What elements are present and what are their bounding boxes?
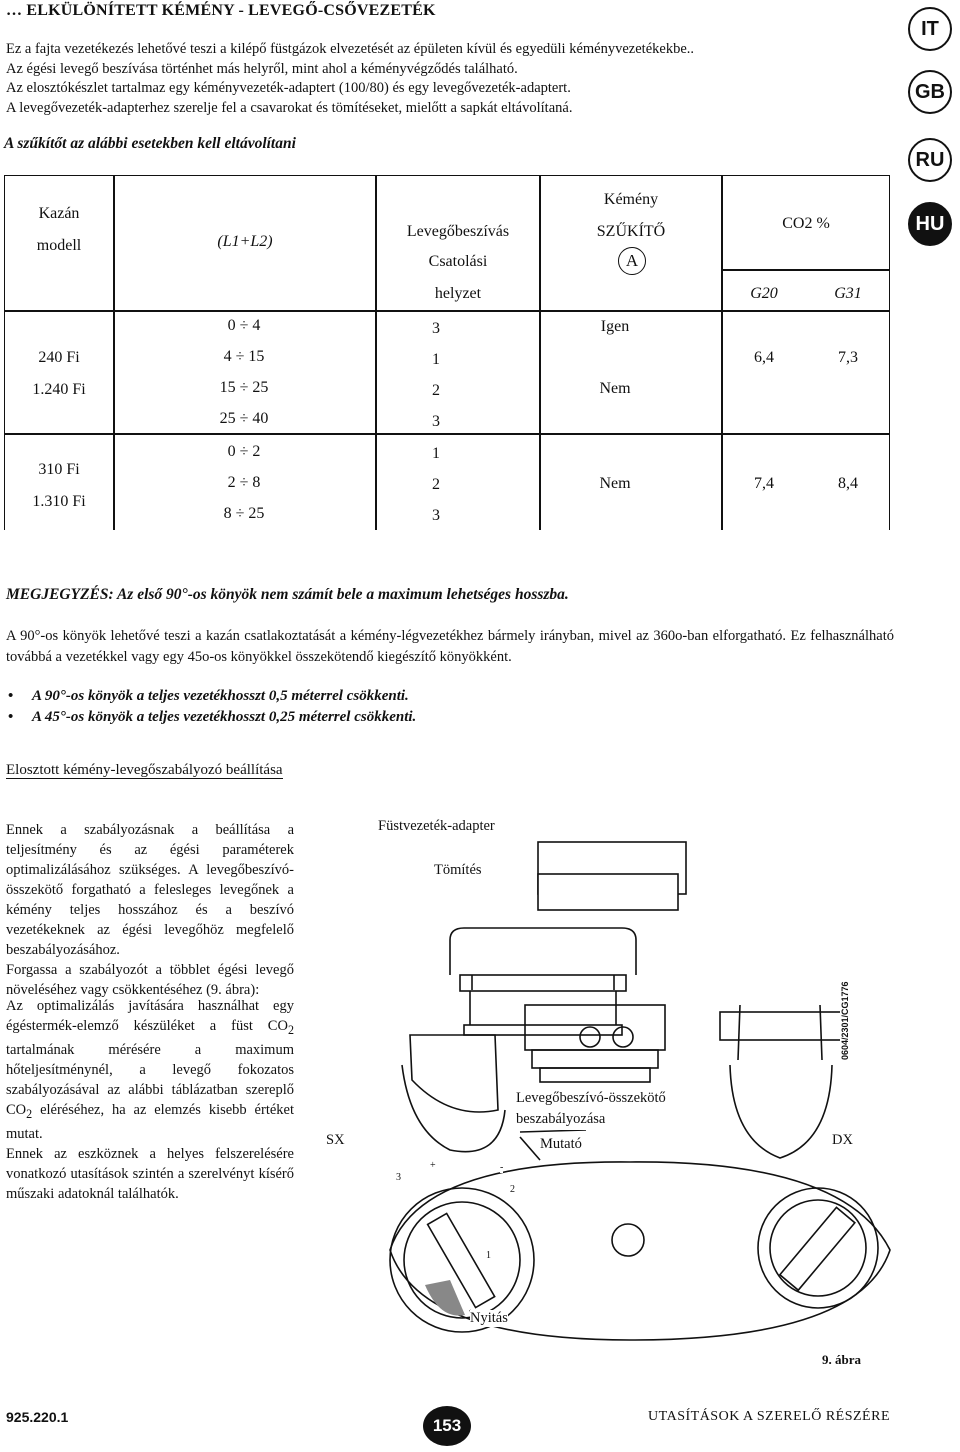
page-number: 153 xyxy=(423,1406,471,1446)
intro-line: Az égési levegő beszívása történhet más helyről, mint ahol a kéményvégződés található. xyxy=(6,60,518,77)
language-badge-hu[interactable]: HU xyxy=(908,202,952,246)
co2-g31-value: 8,4 xyxy=(838,475,858,492)
subscript: 2 xyxy=(26,1106,33,1121)
length-range: 25 ÷ 40 xyxy=(219,410,269,427)
elbow-paragraph: A 90°-os könyök lehetővé teszi a kazán csatlakoztatását a kémény-légvezetékhez bármely irányban, mivel az 360o-ban elforgatható. Ez felhasználható továbbá a vezetékkel vagy egy 45o-os könyökkel összekötendő kiegészítő könyökként. xyxy=(6,628,894,665)
header-length: (L1+L2) xyxy=(217,233,273,250)
section-text-2 xyxy=(6,996,294,1204)
label-flue-adapter: Füstvezeték-adapter xyxy=(378,818,495,834)
length-range: 0 ÷ 4 xyxy=(227,317,261,334)
length-range: 8 ÷ 25 xyxy=(223,505,265,522)
bullet-item: • A 45°-os könyök a teljes vezetékhosszt 0,25 méterrel csökkenti. xyxy=(6,707,416,728)
header-g20: G20 xyxy=(750,285,778,302)
bullet-list xyxy=(6,686,416,728)
model-name: 240 Fi xyxy=(38,349,80,366)
label-regulator: Levegőbeszívó-összekötő beszabályozása xyxy=(516,1088,706,1130)
text-run: tartalmának mérésére a maximum hőteljesítménynél, a levegő fokozatos szabályozásával az alábbi táblázatban szereplő CO xyxy=(6,1041,294,1118)
header-levego: Levegőbeszívás xyxy=(406,223,510,240)
footer-code: 925.220.1 xyxy=(6,1409,69,1425)
section-paragraph xyxy=(6,996,294,1144)
position-value: 3 xyxy=(432,507,440,524)
header-csatolasi: Csatolási xyxy=(428,253,488,270)
intro-line: Az elosztókészlet tartalmaz egy kéményvezeték-adaptert (100/80) és egy levegővezeték-adaptert. xyxy=(6,80,571,96)
section-paragraph: Ennek a szabályozásnak a beállítása a teljesítmény és az égési paraméterek optimalizálásához szükséges. A levegőbeszívó-összekötő forgatható a felesleges levegőnek a kémény teljes hosszához és a beszívó vezetékeknek az égési levegőhöz megfelelő beszabályozásához. xyxy=(6,822,294,958)
figure-9 xyxy=(300,780,960,1380)
intro-line: Ez a fajta vezetékezés lehetővé teszi a kilépő füstgázok elvezetését az épületen kívül és egyedüli kéményvezetékekbe.. xyxy=(6,41,695,57)
length-range: 4 ÷ 15 xyxy=(223,348,265,365)
text-run: eléréséhez, ha az elemzés kisebb értéket mutat. xyxy=(6,1101,294,1142)
header-kazan: Kazán xyxy=(38,205,80,222)
dial-mark: 2 xyxy=(510,1184,515,1195)
restrictor-value: Nem xyxy=(599,380,631,397)
header-g31: G31 xyxy=(834,285,862,302)
language-badge-gb[interactable]: GB xyxy=(908,70,952,114)
co2-g31-value: 7,3 xyxy=(838,349,858,366)
length-range: 0 ÷ 2 xyxy=(227,443,261,460)
drawing-code: 0604/2301/CG1776 xyxy=(840,981,850,1060)
figure-caption: 9. ábra xyxy=(822,1352,861,1367)
position-value: 3 xyxy=(432,320,440,337)
position-value: 3 xyxy=(432,413,440,430)
bullet-item: • A 90°-os könyök a teljes vezetékhosszt 0,5 méterrel csökkenti. xyxy=(6,686,416,707)
header-modell: modell xyxy=(36,237,82,254)
intro-line: A levegővezeték-adapterhez szerelje fel a csavarokat és tömítéseket, mielőtt a sapkát eltávolítaná. xyxy=(6,99,573,116)
page-heading: … ELKÜLÖNÍTETT KÉMÉNY - LEVEGŐ-CSŐVEZETÉK xyxy=(6,2,436,19)
section-paragraph: Ennek az eszköznek a helyes felszerelésére vonatkozó utasítások szintén a szerelvényt kísérő műszaki adatoknál találhatók. xyxy=(6,1145,294,1202)
regulator-drawing xyxy=(300,780,960,1380)
length-range: 2 ÷ 8 xyxy=(227,474,261,491)
length-range: 15 ÷ 25 xyxy=(219,379,269,396)
model-name: 1.310 Fi xyxy=(32,493,86,510)
szukito-symbol: A xyxy=(618,247,646,275)
model-name: 310 Fi xyxy=(38,461,80,478)
restrictor-table xyxy=(4,175,890,530)
co2-g20-value: 7,4 xyxy=(754,475,774,492)
co2-g20-value: 6,4 xyxy=(754,349,774,366)
label-sx: SX xyxy=(326,1132,345,1148)
header-kemeny: Kémény xyxy=(603,191,659,208)
note-text: MEGJEGYZÉS: Az első 90°-os könyök nem számít bele a maximum lehetséges hosszba. xyxy=(6,586,569,603)
position-value: 2 xyxy=(432,382,440,399)
position-value: 1 xyxy=(432,445,440,462)
header-co2: CO2 % xyxy=(782,215,830,232)
section-title-text: Elosztott kémény-levegőszabályozó beállítása xyxy=(6,762,283,778)
restrictor-value: Nem xyxy=(599,475,631,492)
dial-mark: 3 xyxy=(396,1172,401,1183)
section-text xyxy=(6,820,294,1000)
footer-title: UTASÍTÁSOK A SZERELŐ RÉSZÉRE xyxy=(648,1409,890,1424)
text-run: Az optimalizálás javítására használhat egy égéstermék-elemző készüléket a füst CO xyxy=(6,998,294,1034)
dial-mark: - xyxy=(500,1162,504,1173)
intro-text xyxy=(6,40,886,118)
header-szukito: SZŰKÍTŐ xyxy=(596,223,666,240)
position-value: 1 xyxy=(432,351,440,368)
restrictor-value: Igen xyxy=(600,318,630,335)
model-name: 1.240 Fi xyxy=(32,381,86,398)
label-gasket: Tömítés xyxy=(434,862,482,878)
label-pointer: Mutató xyxy=(540,1136,582,1152)
language-badge-it[interactable]: IT xyxy=(908,7,952,51)
section-paragraph: Forgassa a szabályozót a többlet égési levegő növeléséhez vagy csökkentéséhez (9. ábra): xyxy=(6,962,294,998)
position-value: 2 xyxy=(432,476,440,493)
label-open: Nyitás xyxy=(470,1310,508,1326)
dial-mark: 1 xyxy=(486,1250,491,1261)
dial-mark: + xyxy=(430,1160,436,1171)
section-title xyxy=(6,760,296,781)
table-title: A szűkítőt az alábbi esetekben kell eltávolítani xyxy=(4,135,296,152)
subscript: 2 xyxy=(287,1022,294,1037)
label-dx: DX xyxy=(832,1132,853,1148)
language-badge-ru[interactable]: RU xyxy=(908,138,952,182)
header-helyzet: helyzet xyxy=(434,285,482,302)
